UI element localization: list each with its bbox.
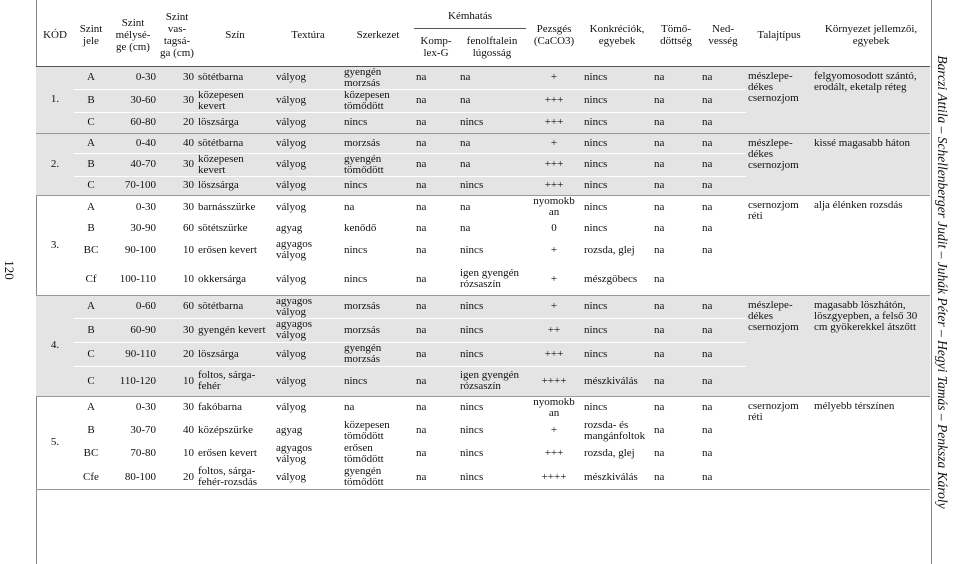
cell-kornyezet: kissé magasabb háton xyxy=(812,133,930,195)
cell-text: vályog xyxy=(274,153,342,176)
cell-text: vályog xyxy=(274,396,342,419)
cell-szerk: közepesen tömődött xyxy=(342,419,414,442)
cell-text: vályog xyxy=(274,465,342,489)
cell-jel: B xyxy=(74,419,108,442)
cell-pezs: +++ xyxy=(526,153,582,176)
cell-tom: na xyxy=(652,133,700,153)
cell-szin: löszsárga xyxy=(196,342,274,366)
header-kornyezet: Környezet jellemzői, egyebek xyxy=(812,4,930,66)
author-sidebar: Barczi Attila – Schellenberger Judit – Juhák Péter – Hegyi Tamás – Penksza Károly xyxy=(935,55,950,509)
cell-szerk: na xyxy=(342,396,414,419)
cell-mely: 70-80 xyxy=(108,442,158,465)
cell-ned xyxy=(700,263,746,295)
cell-fenol: nincs xyxy=(458,318,526,342)
header-fenolftalein: fenolftalein lúgosság xyxy=(458,28,526,66)
cell-szin: gyengén kevert xyxy=(196,318,274,342)
cell-szin: löszsárga xyxy=(196,112,274,133)
cell-ned: na xyxy=(700,66,746,89)
cell-szerk: morzsás xyxy=(342,295,414,318)
cell-ned: na xyxy=(700,153,746,176)
cell-szerk: gyengén morzsás xyxy=(342,66,414,89)
header-textura: Textúra xyxy=(274,4,342,66)
header-kemhatas: Kémhatás xyxy=(414,4,526,28)
cell-tom: na xyxy=(652,153,700,176)
cell-kornyezet: mélyebb térszínen xyxy=(812,396,930,489)
cell-komplex: na xyxy=(414,176,458,195)
cell-talajtipus: csernozjom réti xyxy=(746,195,812,295)
cell-fenol: nincs xyxy=(458,112,526,133)
cell-vast: 30 xyxy=(158,176,196,195)
cell-text: agyagos vályog xyxy=(274,237,342,263)
cell-fenol: nincs xyxy=(458,342,526,366)
cell-ned: na xyxy=(700,133,746,153)
header-pezsges: Pezsgés (CaCO3) xyxy=(526,4,582,66)
cell-mely: 110-120 xyxy=(108,366,158,396)
cell-szin: erősen kevert xyxy=(196,237,274,263)
cell-text: vályog xyxy=(274,342,342,366)
cell-pezs: +++ xyxy=(526,442,582,465)
cell-fenol: na xyxy=(458,89,526,112)
table-body xyxy=(36,66,930,489)
cell-mely: 60-80 xyxy=(108,112,158,133)
cell-fenol: na xyxy=(458,153,526,176)
cell-jel: B xyxy=(74,318,108,342)
cell-komplex: na xyxy=(414,318,458,342)
cell-konk: nincs xyxy=(582,89,652,112)
cell-szerk: nincs xyxy=(342,263,414,295)
header-szerkezet: Szerkezet xyxy=(342,4,414,66)
cell-text: vályog xyxy=(274,112,342,133)
cell-text: vályog xyxy=(274,263,342,295)
cell-fenol: igen gyengén rózsaszín xyxy=(458,263,526,295)
cell-szerk: morzsás xyxy=(342,133,414,153)
cell-text: agyagos vályog xyxy=(274,318,342,342)
cell-text: vályog xyxy=(274,176,342,195)
header-tomodottseg: Tömő- döttség xyxy=(652,4,700,66)
cell-vast: 30 xyxy=(158,396,196,419)
cell-konk: nincs xyxy=(582,342,652,366)
cell-vast: 60 xyxy=(158,219,196,237)
cell-konk: rozsda- és mangánfoltok xyxy=(582,419,652,442)
cell-ned: na xyxy=(700,112,746,133)
cell-ned: na xyxy=(700,465,746,489)
cell-ned: na xyxy=(700,295,746,318)
cell-vast: 10 xyxy=(158,442,196,465)
cell-komplex: na xyxy=(414,419,458,442)
cell-kornyezet: magasabb löszhátón, löszgyepben, a felső 30 cm gyökerekkel átszőtt xyxy=(812,295,930,396)
cell-konk: nincs xyxy=(582,318,652,342)
table-row xyxy=(36,66,930,89)
table-row xyxy=(36,396,930,419)
cell-pezs: +++ xyxy=(526,89,582,112)
cell-jel: C xyxy=(74,176,108,195)
cell-pezs: + xyxy=(526,263,582,295)
cell-konk: mészgöbecs xyxy=(582,263,652,295)
cell-komplex: na xyxy=(414,195,458,219)
header-komplex-g: Komp- lex-G xyxy=(414,28,458,66)
cell-konk: nincs xyxy=(582,176,652,195)
cell-konk: rozsda, glej xyxy=(582,237,652,263)
header-szint-jele: Szint jele xyxy=(74,4,108,66)
cell-komplex: na xyxy=(414,366,458,396)
cell-szerk: morzsás xyxy=(342,318,414,342)
cell-komplex: na xyxy=(414,219,458,237)
cell-pezs: +++ xyxy=(526,112,582,133)
cell-jel: BC xyxy=(74,442,108,465)
cell-mely: 0-40 xyxy=(108,133,158,153)
cell-kornyezet: alja élénken rozsdás xyxy=(812,195,930,295)
cell-konk: nincs xyxy=(582,219,652,237)
cell-konk: nincs xyxy=(582,153,652,176)
cell-jel: BC xyxy=(74,237,108,263)
cell-tom: na xyxy=(652,465,700,489)
cell-jel: C xyxy=(74,342,108,366)
cell-fenol: na xyxy=(458,66,526,89)
cell-fenol: igen gyengén rózsaszín xyxy=(458,366,526,396)
cell-vast: 30 xyxy=(158,153,196,176)
cell-text: agyag xyxy=(274,419,342,442)
cell-mely: 70-100 xyxy=(108,176,158,195)
cell-szin: közepesen kevert xyxy=(196,89,274,112)
cell-pezs: 0 xyxy=(526,219,582,237)
cell-ned: na xyxy=(700,366,746,396)
cell-vast: 10 xyxy=(158,237,196,263)
cell-text: agyagos vályog xyxy=(274,442,342,465)
cell-komplex: na xyxy=(414,66,458,89)
header-szint-melysege: Szint mélysé- ge (cm) xyxy=(108,4,158,66)
soil-profile-table xyxy=(36,4,930,490)
cell-tom: na xyxy=(652,295,700,318)
cell-konk: rozsda, glej xyxy=(582,442,652,465)
cell-szerk: gyengén tömődött xyxy=(342,153,414,176)
cell-fenol: na xyxy=(458,195,526,219)
cell-ned: na xyxy=(700,89,746,112)
cell-mely: 90-110 xyxy=(108,342,158,366)
cell-szerk: nincs xyxy=(342,176,414,195)
cell-szin: okkersárga xyxy=(196,263,274,295)
cell-text: vályog xyxy=(274,66,342,89)
header-kod: KÓD xyxy=(36,4,74,66)
cell-komplex: na xyxy=(414,153,458,176)
cell-tom: na xyxy=(652,396,700,419)
cell-pezs: ++++ xyxy=(526,366,582,396)
cell-mely: 0-30 xyxy=(108,396,158,419)
cell-pezs: + xyxy=(526,295,582,318)
cell-jel: B xyxy=(74,153,108,176)
cell-jel: C xyxy=(74,366,108,396)
cell-jel: A xyxy=(74,396,108,419)
cell-tom: na xyxy=(652,89,700,112)
cell-komplex: na xyxy=(414,465,458,489)
cell-komplex: na xyxy=(414,133,458,153)
cell-tom: na xyxy=(652,342,700,366)
cell-pezs: +++ xyxy=(526,176,582,195)
cell-szin: erősen kevert xyxy=(196,442,274,465)
header-szint-vastagsaga: Szint vas- tagsá- ga (cm) xyxy=(158,4,196,66)
cell-fenol: nincs xyxy=(458,237,526,263)
cell-vast: 40 xyxy=(158,133,196,153)
cell-talajtipus: csernozjom réti xyxy=(746,396,812,489)
cell-fenol: na xyxy=(458,133,526,153)
cell-pezs: + xyxy=(526,66,582,89)
cell-szerk: nincs xyxy=(342,112,414,133)
cell-vast: 60 xyxy=(158,295,196,318)
cell-tom: na xyxy=(652,176,700,195)
cell-szin: fakóbarna xyxy=(196,396,274,419)
cell-pezs: nyomokb an xyxy=(526,195,582,219)
cell-pezs: + xyxy=(526,133,582,153)
cell-szerk: kenődő xyxy=(342,219,414,237)
cell-szin: sötétbarna xyxy=(196,295,274,318)
cell-jel: B xyxy=(74,89,108,112)
cell-fenol: nincs xyxy=(458,295,526,318)
cell-mely: 40-70 xyxy=(108,153,158,176)
cell-ned: na xyxy=(700,396,746,419)
cell-pezs: ++++ xyxy=(526,465,582,489)
cell-jel: Cf xyxy=(74,263,108,295)
cell-kod: 2. xyxy=(36,133,74,195)
cell-text: vályog xyxy=(274,366,342,396)
header-nedvesseg: Ned- vesség xyxy=(700,4,746,66)
cell-szin: löszsárga xyxy=(196,176,274,195)
cell-tom: na xyxy=(652,263,700,295)
cell-konk: nincs xyxy=(582,295,652,318)
cell-tom: na xyxy=(652,237,700,263)
cell-vast: 30 xyxy=(158,89,196,112)
cell-fenol: nincs xyxy=(458,419,526,442)
table-row xyxy=(36,295,930,318)
cell-komplex: na xyxy=(414,442,458,465)
cell-mely: 0-30 xyxy=(108,66,158,89)
cell-szin: sötétszürke xyxy=(196,219,274,237)
cell-konk: nincs xyxy=(582,396,652,419)
cell-ned: na xyxy=(700,419,746,442)
cell-jel: A xyxy=(74,195,108,219)
cell-text: agyag xyxy=(274,219,342,237)
cell-szin: sötétbarna xyxy=(196,133,274,153)
cell-komplex: na xyxy=(414,295,458,318)
cell-pezs: nyomokb an xyxy=(526,396,582,419)
cell-szerk: közepesen tömődött xyxy=(342,89,414,112)
cell-jel: A xyxy=(74,133,108,153)
cell-ned: na xyxy=(700,195,746,219)
cell-vast: 10 xyxy=(158,263,196,295)
cell-ned: na xyxy=(700,318,746,342)
header-szin: Szín xyxy=(196,4,274,66)
cell-text: vályog xyxy=(274,195,342,219)
cell-mely: 60-90 xyxy=(108,318,158,342)
cell-konk: mészkiválás xyxy=(582,465,652,489)
cell-komplex: na xyxy=(414,342,458,366)
cell-vast: 30 xyxy=(158,66,196,89)
cell-talajtipus: mészlepe- dékes csernozjom xyxy=(746,66,812,133)
table-header xyxy=(36,4,930,66)
cell-ned: na xyxy=(700,237,746,263)
cell-jel: B xyxy=(74,219,108,237)
cell-ned: na xyxy=(700,442,746,465)
cell-szin: sötétbarna xyxy=(196,66,274,89)
cell-konk: nincs xyxy=(582,112,652,133)
cell-fenol: nincs xyxy=(458,396,526,419)
cell-szerk: nincs xyxy=(342,366,414,396)
cell-kod: 3. xyxy=(36,195,74,295)
table-row xyxy=(36,133,930,153)
cell-tom: na xyxy=(652,318,700,342)
cell-szerk: na xyxy=(342,195,414,219)
cell-mely: 90-100 xyxy=(108,237,158,263)
cell-fenol: nincs xyxy=(458,465,526,489)
cell-konk: nincs xyxy=(582,66,652,89)
cell-kod: 1. xyxy=(36,66,74,133)
cell-mely: 80-100 xyxy=(108,465,158,489)
cell-komplex: na xyxy=(414,396,458,419)
cell-pezs: +++ xyxy=(526,342,582,366)
cell-konk: nincs xyxy=(582,195,652,219)
cell-mely: 30-60 xyxy=(108,89,158,112)
cell-pezs: ++ xyxy=(526,318,582,342)
cell-vast: 20 xyxy=(158,342,196,366)
cell-vast: 10 xyxy=(158,366,196,396)
cell-text: agyagos vályog xyxy=(274,295,342,318)
cell-tom: na xyxy=(652,419,700,442)
header-konkreciok: Konkréciók, egyebek xyxy=(582,4,652,66)
cell-tom: na xyxy=(652,66,700,89)
cell-ned: na xyxy=(700,219,746,237)
table-row xyxy=(36,195,930,219)
cell-ned: na xyxy=(700,176,746,195)
cell-vast: 20 xyxy=(158,112,196,133)
cell-talajtipus: mészlepe- dékes csernozjom xyxy=(746,133,812,195)
cell-szerk: gyengén tömődött xyxy=(342,465,414,489)
cell-mely: 30-70 xyxy=(108,419,158,442)
cell-tom: na xyxy=(652,219,700,237)
cell-kod: 4. xyxy=(36,295,74,396)
cell-jel: A xyxy=(74,66,108,89)
cell-vast: 30 xyxy=(158,318,196,342)
cell-jel: A xyxy=(74,295,108,318)
cell-szin: közepesen kevert xyxy=(196,153,274,176)
cell-szin: barnásszürke xyxy=(196,195,274,219)
header-talajtipus: Talajtípus xyxy=(746,4,812,66)
cell-fenol: nincs xyxy=(458,176,526,195)
cell-kod: 5. xyxy=(36,396,74,489)
cell-mely: 0-30 xyxy=(108,195,158,219)
cell-komplex: na xyxy=(414,112,458,133)
cell-konk: nincs xyxy=(582,133,652,153)
cell-szerk: erősen tömődött xyxy=(342,442,414,465)
cell-szerk: nincs xyxy=(342,237,414,263)
cell-mely: 0-60 xyxy=(108,295,158,318)
cell-szerk: gyengén morzsás xyxy=(342,342,414,366)
cell-kornyezet: felgyomosodott szántó, erodált, eketalp réteg xyxy=(812,66,930,133)
cell-szin: foltos, sárga- fehér xyxy=(196,366,274,396)
cell-vast: 30 xyxy=(158,195,196,219)
cell-jel: Cfe xyxy=(74,465,108,489)
cell-tom: na xyxy=(652,195,700,219)
cell-mely: 100-110 xyxy=(108,263,158,295)
cell-jel: C xyxy=(74,112,108,133)
cell-tom: na xyxy=(652,112,700,133)
cell-konk: mészkiválás xyxy=(582,366,652,396)
cell-fenol: nincs xyxy=(458,442,526,465)
cell-text: vályog xyxy=(274,133,342,153)
cell-fenol: na xyxy=(458,219,526,237)
cell-komplex: na xyxy=(414,89,458,112)
cell-talajtipus: mészlepe- dékes csernozjom xyxy=(746,295,812,396)
cell-tom: na xyxy=(652,442,700,465)
cell-komplex: na xyxy=(414,237,458,263)
cell-pezs: + xyxy=(526,237,582,263)
page-number: 120 xyxy=(2,260,17,280)
cell-text: vályog xyxy=(274,89,342,112)
cell-pezs: + xyxy=(526,419,582,442)
cell-szin: foltos, sárga- fehér-rozsdás xyxy=(196,465,274,489)
cell-mely: 30-90 xyxy=(108,219,158,237)
cell-vast: 20 xyxy=(158,465,196,489)
cell-szin: középszürke xyxy=(196,419,274,442)
cell-ned: na xyxy=(700,342,746,366)
cell-vast: 40 xyxy=(158,419,196,442)
cell-komplex: na xyxy=(414,263,458,295)
cell-tom: na xyxy=(652,366,700,396)
